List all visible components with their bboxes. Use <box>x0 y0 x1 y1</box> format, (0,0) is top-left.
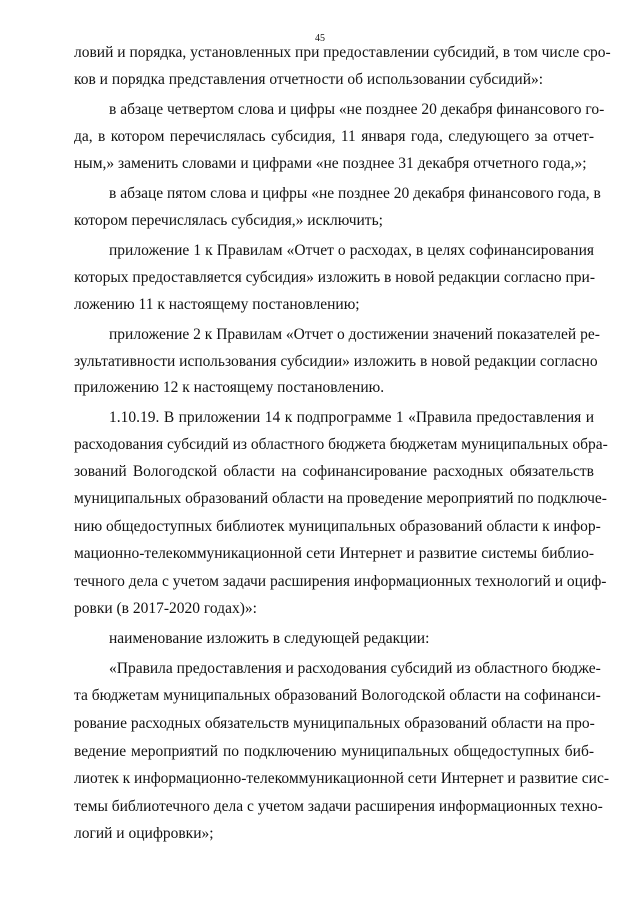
text-line: зований Вологодской области на софинансирование расходных обязательств <box>74 463 594 480</box>
text-line: ложению 11 к настоящему постановлению; <box>74 296 360 313</box>
text-line: течного дела с учетом задачи расширения информационных технологий и оциф- <box>74 573 607 590</box>
text-line: приложение 2 к Правилам «Отчет о достижении значений показателей ре- <box>109 326 600 343</box>
text-line: та бюджетам муниципальных образований Вологодской области на софинанси- <box>74 687 601 704</box>
text-line: темы библиотечного дела с учетом задачи расширения информационных техно- <box>74 798 603 815</box>
text-line: в абзаце четвертом слова и цифры «не позднее 20 декабря финансового го- <box>109 101 605 118</box>
text-line: ков и порядка представления отчетности об использовании субсидий»: <box>74 71 544 88</box>
text-line: ным,» заменить словами и цифрами «не позднее 31 декабря отчетного года,»; <box>74 155 587 172</box>
text-line: которых предоставляется субсидия» изложить в новой редакции согласно при- <box>74 269 595 286</box>
text-line: зультативности использования субсидии» изложить в новой редакции согласно <box>74 353 598 370</box>
text-line: логий и оцифровки»; <box>74 825 214 842</box>
text-line: расходования субсидий из областного бюджета бюджетам муниципальных обра- <box>74 436 608 453</box>
text-line: мационно-телекоммуникационной сети Интернет и развитие системы библио- <box>74 545 594 562</box>
text-line: наименование изложить в следующей редакции: <box>109 630 430 647</box>
text-line: рование расходных обязательств муниципальных образований области на про- <box>74 715 595 732</box>
text-line: муниципальных образований области на проведение мероприятий по подключе- <box>74 490 607 507</box>
page-number: 45 <box>315 33 325 44</box>
text-line: нию общедоступных библиотек муниципальных образований области к инфор- <box>74 518 601 535</box>
text-line: приложению 12 к настоящему постановлению. <box>74 379 385 396</box>
text-line: котором перечислялась субсидия,» исключить; <box>74 212 383 229</box>
text-line: да, в котором перечислялась субсидия, 11 января года, следующего за отчет- <box>74 128 594 145</box>
text-line: ровки (в 2017-2020 годах)»: <box>74 600 257 617</box>
text-line: лиотек к информационно-телекоммуникационной сети Интернет и развитие сис- <box>74 770 609 787</box>
text-line: в абзаце пятом слова и цифры «не позднее 20 декабря финансового года, в <box>109 185 601 202</box>
text-line: приложение 1 к Правилам «Отчет о расходах, в целях софинансирования <box>109 242 594 259</box>
text-line: ловий и порядка, установленных при предоставлении субсидий, в том числе сро- <box>74 44 611 61</box>
text-line: «Правила предоставления и расходования субсидий из областного бюдже- <box>109 660 601 677</box>
text-line: 1.10.19. В приложении 14 к подпрограмме 1 «Правила предоставления и <box>109 409 594 426</box>
text-line: ведение мероприятий по подключению муниципальных общедоступных биб- <box>74 743 594 760</box>
